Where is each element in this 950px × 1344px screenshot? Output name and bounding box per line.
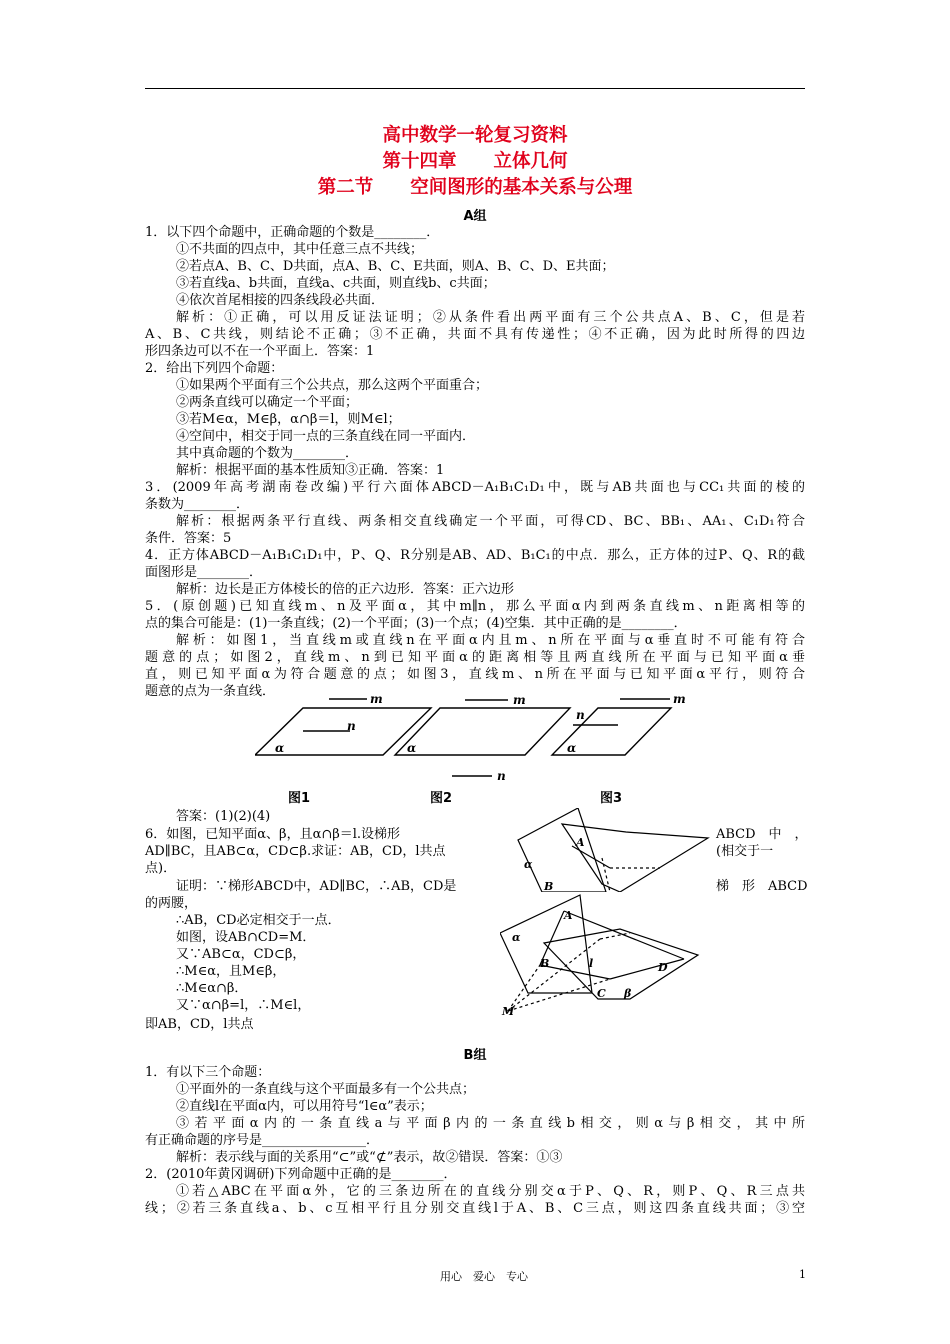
label-M: M xyxy=(502,1005,515,1018)
label-m: m xyxy=(370,692,383,706)
text-line: ∴AB，CD必定相交于一点． xyxy=(176,913,341,928)
plane-alpha xyxy=(518,808,606,892)
fig2-caption: 图2 xyxy=(430,791,453,806)
section-title: 第二节 空间图形的基本关系与公理 xyxy=(317,177,633,198)
text-line: 如图，设AB∩CD=M． xyxy=(176,930,316,945)
text-line: 又∵AB⊂α，CD⊂β， xyxy=(176,947,306,962)
text-line: ABCD 中 ， xyxy=(716,827,808,842)
text-line: AD∥BC，且AB⊂α，CD⊂β.求证：AB，CD，l共点 xyxy=(145,844,446,859)
text-line: 条数为________． xyxy=(145,497,250,512)
text-line: 6．如图，已知平面α、β，且α∩β＝l.设梯形 xyxy=(145,827,401,842)
text-line: 点的集合可能是：(1)一条直线；(2)一个平面；(3)一个点；(4)空集．其中正确的是________． xyxy=(145,616,687,631)
text-line: 1．有以下三个命题： xyxy=(145,1065,271,1080)
label-alpha: α xyxy=(524,858,533,871)
text-line: 有正确命题的序号是________________． xyxy=(145,1133,380,1148)
text-line: 3．(2009年高考湖南卷改编)平行六面体ABCD－A₁B₁C₁D₁中，既与AB共面也与CC₁共面的棱的 xyxy=(145,480,805,495)
text-line: 解析：根据平面的基本性质知③正确．答案：1 xyxy=(176,463,445,478)
label-A: A xyxy=(564,909,573,922)
label-l: l xyxy=(589,957,594,970)
plane-beta xyxy=(562,824,708,892)
text-line: 解析：如图1，当直线m或直线n在平面α内且m、n所在平面与α垂直时不可能有符合 xyxy=(176,633,805,648)
text-line: 条件．答案：5 xyxy=(145,531,232,546)
text-line: ∴M∈α∩β． xyxy=(176,981,248,996)
label-n: n xyxy=(347,719,356,733)
planes-figure-bottom xyxy=(500,893,705,1018)
label-B: B xyxy=(544,880,554,892)
text-line: 梯 形 ABCD xyxy=(716,879,808,894)
label-C: C xyxy=(597,987,606,1000)
text-line: ④依次首尾相接的四条线段必共面． xyxy=(176,293,385,308)
label-B: B xyxy=(540,957,550,970)
label-alpha: α xyxy=(407,741,417,755)
text-line: A、B、C共线，则结论不正确；③不正确，共面不具有传递性；④不正确，因为此时所得的四边 xyxy=(145,327,805,342)
text-line: 形四条边可以不在一个平面上．答案：1 xyxy=(145,344,375,359)
text-line: 4．正方体ABCD－A₁B₁C₁D₁中，P、Q、R分别是AB、AD、B₁C₁的中点．那么，正方体的过P、Q、R的截 xyxy=(145,548,805,563)
text-line: ①平面外的一条直线与这个平面最多有一个公共点； xyxy=(176,1082,476,1097)
text-line: 解析：根据两条平行直线、两条相交直线确定一个平面，可得CD、BC、BB₁、AA₁、C₁D₁符合 xyxy=(176,514,805,529)
planes-figure-top xyxy=(510,808,710,892)
label-m: m xyxy=(673,692,686,706)
text-line: 点)． xyxy=(145,861,177,876)
edge-CD xyxy=(610,959,684,979)
label-alpha: α xyxy=(567,741,577,755)
text-line: 题意的点为一条直线． xyxy=(145,684,276,699)
label-alpha: α xyxy=(512,931,521,944)
text-line: ②若点A、B、C、D共面，点A、B、C、E共面，则A、B、C、D、E共面； xyxy=(176,259,615,274)
text-line: 证明：∵梯形ABCD中，AD∥BC，∴AB，CD是 xyxy=(176,879,457,894)
label-A: A xyxy=(576,836,585,849)
text-line: 线；②若三条直线a、b、c互相平行且分别交直线l于A、B、C三点，则这四条直线共面；③空 xyxy=(145,1201,805,1216)
edge-BC xyxy=(540,965,610,979)
fig1-caption: 图1 xyxy=(288,791,311,806)
figures-1-3 xyxy=(255,690,695,808)
text-line: 解析：表示线与面的关系用“⊂”或“⊄”表示，故②错误．答案：①③ xyxy=(176,1150,563,1165)
label-beta: β xyxy=(624,987,632,1000)
text-line: 直，则已知平面α为符合题意的点；如图3，直线m、n所在平面与已知平面α平行，则符合 xyxy=(145,667,805,682)
text-line: 又∵α∩β=l，∴M∈l， xyxy=(176,998,311,1013)
text-line: 解析：①正确，可以用反证法证明；②从条件看出两平面有三个公共点A、B、C，但是若 xyxy=(176,310,805,325)
text-line: (相交于一 xyxy=(716,844,774,859)
text-line: ③若M∈α，M∈β，α∩β＝l，则M∈l； xyxy=(176,412,401,427)
text-line: ∴M∈α，且M∈β， xyxy=(176,964,286,979)
text-line: ①若△ABC在平面α外，它的三条边所在的直线分别交α于P、Q、R，则P、Q、R三点共 xyxy=(176,1184,805,1199)
label-D: D xyxy=(658,961,668,974)
text-line: 5．(原创题)已知直线m、n及平面α，其中m∥n，那么平面α内到两条直线m、n距离相等的 xyxy=(145,599,805,614)
text-line: 的两腰， xyxy=(145,896,198,911)
text-line: 解析：边长是正方体棱长的倍的正六边形．答案：正六边形 xyxy=(176,582,515,597)
text-line: 题意的点；如图2，直线m、n到已知平面α的距离相等且两直线所在平面与已知平面α垂 xyxy=(145,650,805,665)
line-l xyxy=(572,846,610,868)
plane-alpha-fig2 xyxy=(395,708,570,755)
plane-beta xyxy=(544,929,698,999)
text-line: ③若平面α内的一条直线a与平面β内的一条直线b相交，则α与β相交，其中所 xyxy=(176,1116,805,1131)
text-line: 2．给出下列四个命题： xyxy=(145,361,284,376)
group-b-heading: B组 xyxy=(463,1048,487,1063)
label-alpha: α xyxy=(275,741,285,755)
text-line: ②两条直线可以确定一个平面； xyxy=(176,395,359,410)
doc-title: 高中数学一轮复习资料 xyxy=(382,125,568,146)
text-line: 面图形是________． xyxy=(145,565,263,580)
chapter-title: 第十四章 立体几何 xyxy=(382,151,568,172)
group-a-heading: A组 xyxy=(463,209,487,224)
fig3-caption: 图3 xyxy=(600,791,623,806)
text-line: 其中真命题的个数为________． xyxy=(176,446,359,461)
edge-AD xyxy=(564,911,684,959)
page-number: 1 xyxy=(799,1268,806,1281)
header-rule xyxy=(145,88,805,89)
label-m: m xyxy=(513,693,526,707)
text-line: 答案：(1)(2)(4) xyxy=(176,809,271,824)
label-n: n xyxy=(497,769,506,783)
footer-text: 用心 爱心 专心 xyxy=(440,1270,528,1283)
text-line: ④空间中，相交于同一点的三条直线在同一平面内． xyxy=(176,429,476,444)
text-line: ①不共面的四点中，其中任意三点不共线； xyxy=(176,242,424,257)
text-line: 1．以下四个命题中，正确命题的个数是________． xyxy=(145,225,440,240)
label-n: n xyxy=(576,708,585,722)
text-line: 2．(2010年黄冈调研)下列命题中正确的是________． xyxy=(145,1167,457,1182)
text-line: 即AB，CD，l共点 xyxy=(145,1017,254,1032)
text-line: ①如果两个平面有三个公共点，那么这两个平面重合； xyxy=(176,378,489,393)
text-line: ②直线l在平面α内，可以用符号“l∈α”表示； xyxy=(176,1099,433,1114)
text-line: ③若直线a、b共面，直线a、c共面，则直线b、c共面； xyxy=(176,276,496,291)
